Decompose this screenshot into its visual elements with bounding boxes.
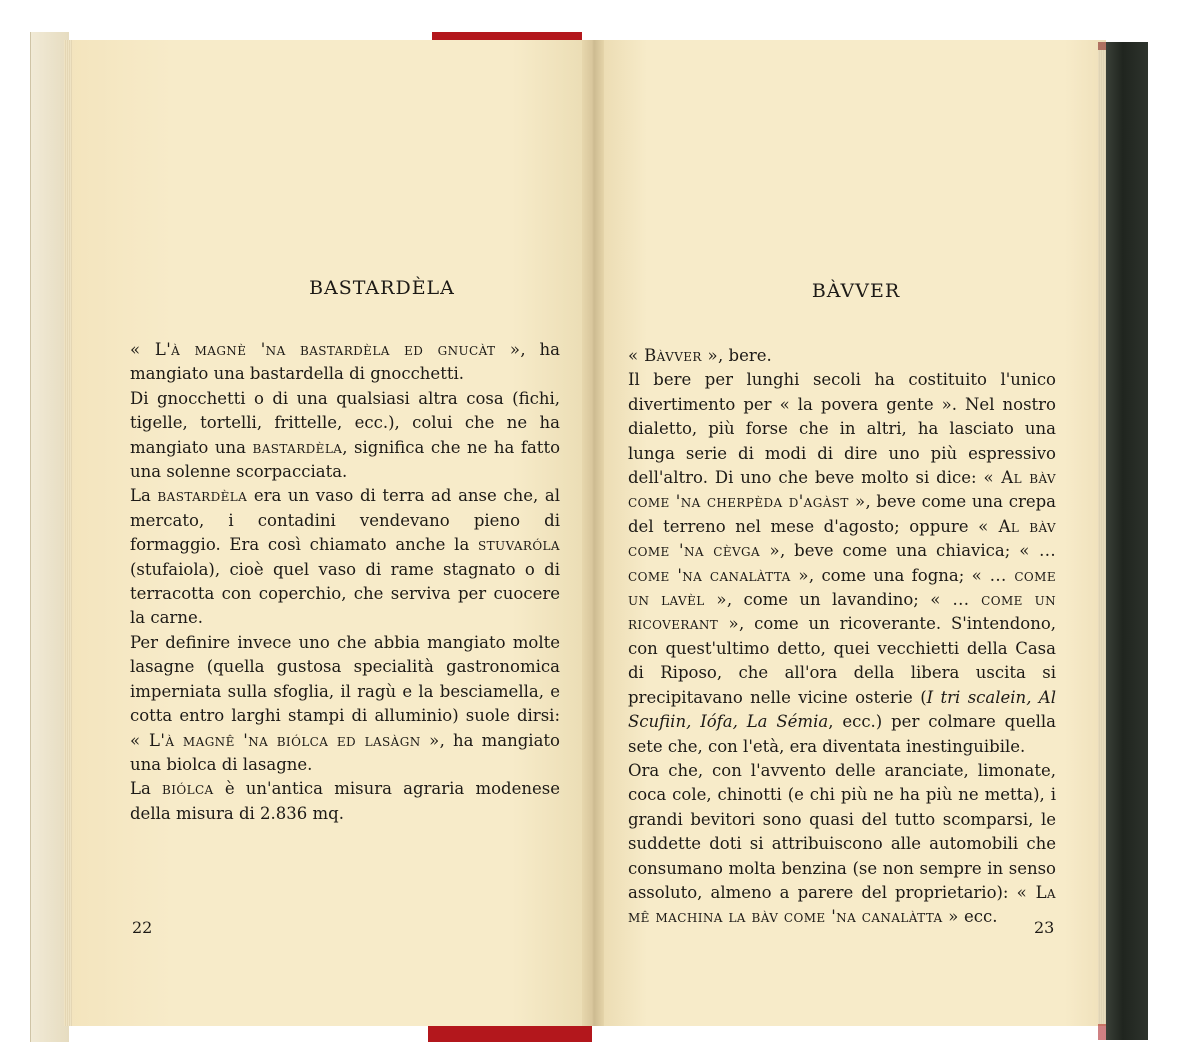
- text-run: Ora che, con l'avvento delle aranciate, limonate, coca cole, chinotti (e chi più ne ha più ne metta), i grandi bevitori sono quasi del tutto scomparsi, le suddette doti si attribuiscono alle automobili che consumano molta benzina (se non sempre in senso assoluto, almeno a parere del proprietario):: [628, 760, 1056, 902]
- text-run: era un vaso di terra ad anse che, al mercato, i contadini vendevano pieno di formaggio. Era così chiamato anche la: [130, 486, 560, 555]
- text-run: Il bere per lunghi secoli ha costituito l'unico divertimento per « la povera gente ». Nel nostro dialetto, più forse che in altri, ha lasciato una lunga serie di modi di dire uno più espressivo dell'altro. Di uno che beve molto si dice:: [628, 370, 1056, 488]
- left-page-heading: BASTARDÈLA: [309, 277, 455, 299]
- text-run: , ha mangiato una bastardella di gnocchetti.: [130, 340, 560, 384]
- right-page-heading: BÀVVER: [811, 280, 901, 302]
- paragraph: [628, 759, 1056, 930]
- cover-edge-right: [1106, 42, 1148, 1040]
- text-run: , come un ricoverante. S'intendono, con quest'ultimo detto, quei vecchietti della Casa di Riposo, che all'ora della libera uscita si precipitavano nelle vicine osterie (: [628, 614, 1057, 707]
- dialect-phrase: bastardèla: [252, 437, 343, 457]
- paragraph: [130, 387, 560, 485]
- dialect-phrase: stuvaróla: [478, 535, 560, 555]
- dialect-phrase: « ... come un lavèl »: [628, 565, 1057, 610]
- text-run: , beve come una crepa del terreno nel mese d'agosto; oppure: [628, 492, 1056, 536]
- dialect-phrase: « L'à magnè 'na bastardèla ed gnucàt »: [130, 340, 521, 359]
- left-page-body: [130, 338, 560, 826]
- text-run: La: [130, 779, 162, 799]
- text-run: , come un lavandino;: [726, 590, 931, 610]
- italic-names: I tri scalein, Al Scufiin, Iófa, La Sémia: [628, 687, 1056, 732]
- page-edges-left: [64, 40, 72, 1026]
- text-run: Per definire invece uno che abbia mangiato molte lasagne (quella gustosa specialità gastronomica imperniata sulla sfoglia, il ragù e la besciamella, e cotta entro larghi stampi di alluminio) suole dirsi:: [130, 632, 560, 726]
- text-run: , bere.: [718, 346, 772, 365]
- dialect-phrase: « ... come 'na canalàtta »: [628, 541, 1057, 585]
- dialect-phrase: biólca: [162, 779, 214, 799]
- paragraph: [130, 777, 560, 826]
- text-run: , ecc.) per colmare quella sete che, con l'età, era diventata inestinguibile.: [628, 712, 1056, 756]
- text-run: Di gnocchetti o di una qualsiasi altra cosa (fichi, tigelle, tortelli, frittelle, ecc.), colui che ne ha mangiato una: [130, 388, 560, 457]
- text-run: , ha mangiato una biolca di lasagne.: [130, 730, 560, 774]
- paragraph: [130, 338, 560, 387]
- dialect-phrase: « Al bàv come 'na cherpèda d'agàst »: [628, 468, 1056, 512]
- paragraph: [130, 631, 560, 777]
- dialect-phrase: « Bàvver »: [628, 346, 719, 365]
- dialect-phrase: bastardèla: [157, 486, 248, 506]
- paragraph: [628, 344, 1056, 368]
- right-page-body: [628, 344, 1056, 930]
- text-run: , come una fogna;: [808, 565, 972, 585]
- left-page-number: 22: [132, 918, 153, 937]
- dialect-phrase: « ... come un ricoverant »: [628, 590, 1056, 634]
- dialect-phrase: « Al bàv come 'na cèvga »: [628, 516, 1056, 561]
- text-run: è un'antica misura agraria modenese della misura di 2.836 mq.: [130, 779, 560, 823]
- right-page-number: 23: [1034, 918, 1055, 937]
- dialect-phrase: « La mê machina la bàv come 'na canalàtta »: [628, 882, 1056, 927]
- text-run: La: [130, 486, 158, 506]
- headband-bottom: [428, 1026, 592, 1042]
- dialect-phrase: « L'à magnê 'na biólca ed lasàgn »: [130, 730, 440, 750]
- text-run: , beve come una chiavica;: [779, 541, 1020, 561]
- book-gutter: [582, 40, 604, 1026]
- paragraph: [628, 368, 1056, 759]
- text-run: , significa che ne ha fatto una solenne scorpacciata.: [130, 437, 561, 482]
- paragraph: [130, 484, 560, 630]
- text-run: (stufaiola), cioè quel vaso di rame stagnato o di terracotta con coperchio, che serviva per cuocere la carne.: [130, 559, 560, 628]
- text-run: ecc.: [958, 907, 998, 927]
